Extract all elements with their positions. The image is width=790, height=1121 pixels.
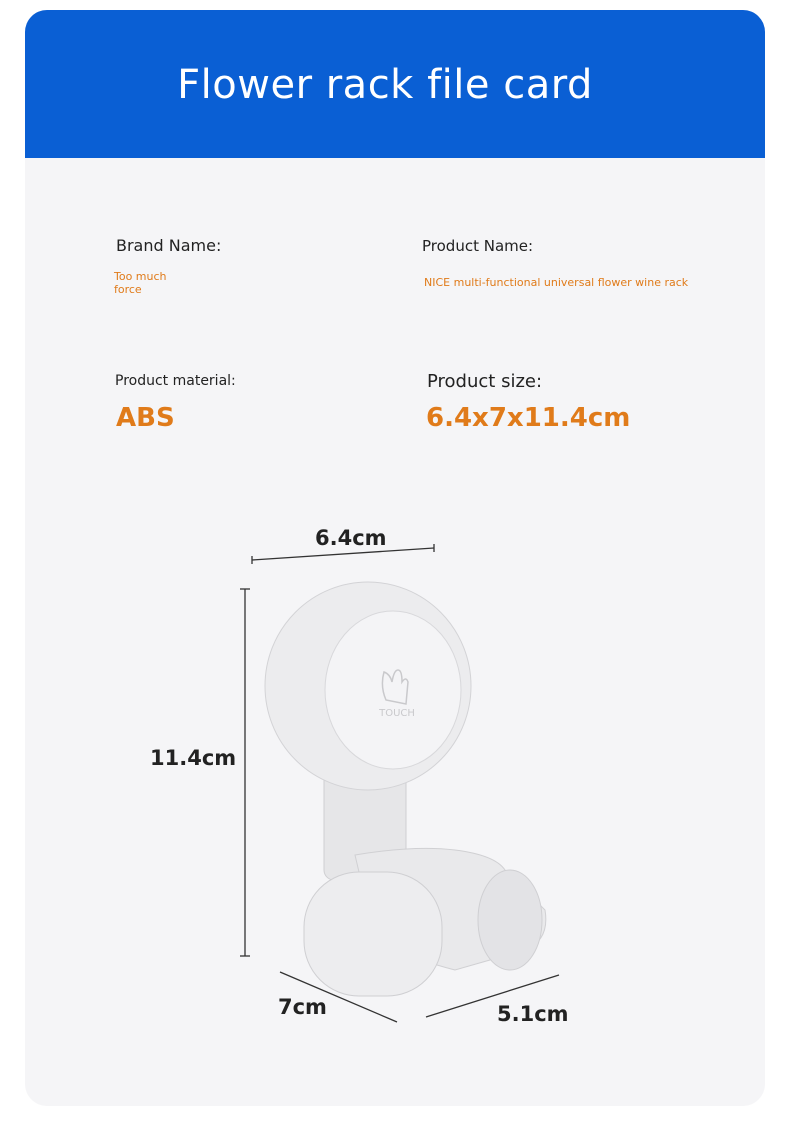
depth-dimension-label: 7cm — [278, 995, 327, 1019]
page-title: Flower rack file card — [177, 62, 593, 108]
product-name-label: Product Name: — [422, 237, 534, 255]
wall-hook-product — [265, 582, 546, 996]
width-dimension-label: 6.4cm — [315, 526, 387, 550]
height-dimension-label: 11.4cm — [150, 746, 237, 770]
size-value: 6.4x7x11.4cm — [426, 403, 631, 433]
svg-text:TOUCH: TOUCH — [379, 708, 415, 719]
product-name-value: NICE multi-functional universal flower wine rack — [424, 276, 689, 289]
size-label: Product size: — [427, 371, 543, 392]
material-label: Product material: — [115, 373, 236, 389]
brand-value: Too much force — [114, 270, 167, 296]
material-value: ABS — [116, 403, 175, 433]
base-dimension-label: 5.1cm — [497, 1002, 569, 1026]
brand-label: Brand Name: — [116, 236, 222, 255]
